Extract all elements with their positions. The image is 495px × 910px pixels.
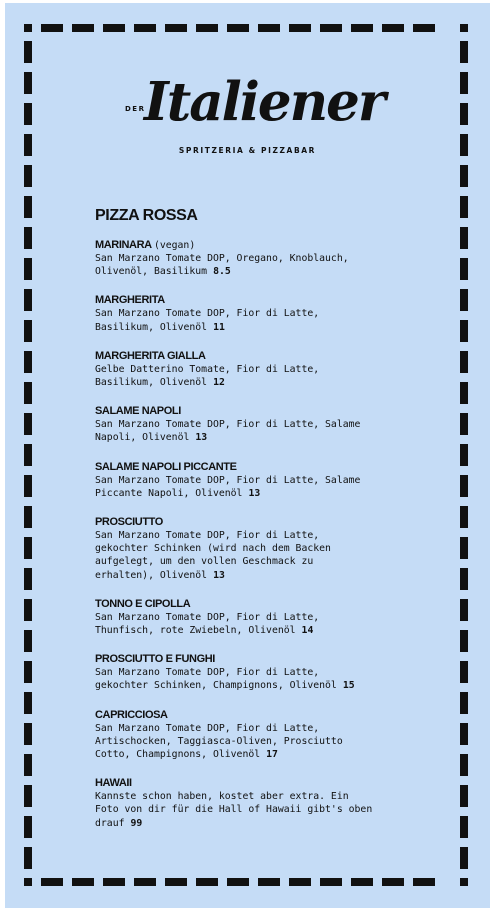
menu-item [95, 516, 415, 582]
border-segment [460, 630, 468, 652]
item-price: 99 [130, 817, 143, 829]
item-name: PROSCIUTTO E FUNGHI [95, 653, 215, 666]
border-segment [413, 878, 435, 886]
border-segment [320, 878, 342, 886]
border-segment [24, 289, 32, 311]
border-segment [289, 24, 311, 32]
border-segment [165, 878, 187, 886]
border-segment [24, 258, 32, 280]
border-segment [258, 24, 280, 32]
border-segment [460, 24, 468, 32]
border-segment [460, 351, 468, 373]
menu-item [95, 239, 415, 278]
border-segment [460, 816, 468, 838]
menu-item [95, 461, 415, 500]
border-segment [460, 785, 468, 807]
border-segment [460, 444, 468, 466]
item-name: MARGHERITA [95, 294, 165, 307]
item-description: San Marzano Tomate DOP, Fior di Latte, Thunfisch, rote Zwiebeln, Olivenöl [95, 611, 320, 637]
border-segment [24, 382, 32, 404]
border-segment [24, 630, 32, 652]
border-segment [134, 24, 156, 32]
item-description: San Marzano Tomate DOP, Fior di Latte, gekochter Schinken (wird nach dem Backen aufgelegt, um den vollen Geschmack zu erhalten), Olivenöl [95, 530, 331, 581]
border-segment [227, 878, 249, 886]
border-segment [460, 227, 468, 249]
border-segment [460, 41, 468, 63]
border-segment [24, 24, 32, 32]
border-segment [320, 24, 342, 32]
logo-name: Italiener [144, 71, 384, 133]
item-name: MARGHERITA GIALLA [95, 349, 206, 362]
border-segment [24, 661, 32, 683]
item-price: 13 [213, 569, 225, 581]
item-description: San Marzano Tomate DOP, Fior di Latte, Salame Napoli, Olivenöl [95, 419, 361, 444]
item-description: San Marzano Tomate DOP, Oregano, Knoblauch, Olivenöl, Basilikum [95, 253, 349, 278]
item-description: San Marzano Tomate DOP, Fior di Latte, gekochter Schinken, Champignons, Olivenöl [95, 667, 337, 692]
menu-item [95, 653, 415, 692]
item-note: (vegan) [153, 240, 196, 251]
border-segment [24, 878, 32, 886]
border-segment [351, 878, 373, 886]
item-price: 13 [195, 432, 208, 444]
border-segment [460, 537, 468, 559]
border-segment [24, 754, 32, 776]
logo [0, 72, 495, 140]
border-segment [24, 41, 32, 63]
item-price: 17 [266, 749, 278, 761]
item-price: 11 [213, 321, 225, 333]
border-segment [460, 475, 468, 497]
border-segment [351, 24, 373, 32]
logo-prefix: DER [125, 105, 146, 113]
border-segment [24, 196, 32, 218]
border-segment [382, 878, 404, 886]
border-segment [24, 227, 32, 249]
item-description: San Marzano Tomate DOP, Fior di Latte, Artischocken, Taggiasca-Oliven, Prosciutto Cotto, Champignons, Olivenöl [95, 722, 343, 761]
border-segment [460, 196, 468, 218]
border-segment [72, 878, 94, 886]
menu-item [95, 777, 415, 830]
item-name: MARINARA [95, 239, 152, 251]
item-description: Kannste schon haben, kostet aber extra. Ein Foto von dir für die Hall of Hawaii gibt's oben drauf [95, 791, 373, 829]
border-segment [460, 878, 468, 886]
border-segment [134, 878, 156, 886]
border-segment [460, 723, 468, 745]
border-segment [460, 506, 468, 528]
border-segment [103, 24, 125, 32]
border-segment [196, 878, 218, 886]
menu-item [95, 709, 415, 762]
border-segment [289, 878, 311, 886]
border-segment [24, 785, 32, 807]
border-segment [460, 692, 468, 714]
border-segment [460, 289, 468, 311]
menu-item [95, 405, 415, 444]
border-segment [24, 475, 32, 497]
section-title: PIZZA ROSSA [95, 207, 198, 224]
border-segment [24, 351, 32, 373]
item-description: San Marzano Tomate DOP, Fior di Latte, Basilikum, Olivenöl [95, 308, 320, 333]
border-segment [103, 878, 125, 886]
border-segment [24, 413, 32, 435]
border-segment [258, 878, 280, 886]
logo-subtitle: SPRITZERIA & PIZZABAR [178, 146, 317, 155]
border-segment [24, 599, 32, 621]
border-segment [382, 24, 404, 32]
item-name: PROSCIUTTO [95, 516, 163, 529]
item-price: 13 [248, 487, 261, 499]
border-segment [460, 847, 468, 869]
item-name: SALAME NAPOLI PICCANTE [95, 460, 237, 473]
border-segment [24, 568, 32, 590]
border-segment [460, 165, 468, 187]
border-segment [24, 692, 32, 714]
item-name: CAPRICCIOSA [95, 708, 168, 721]
border-segment [460, 382, 468, 404]
border-segment [460, 754, 468, 776]
menu-item [95, 350, 415, 389]
item-price: 15 [342, 680, 355, 692]
border-segment [227, 24, 249, 32]
item-description: Gelbe Datterino Tomate, Fior di Latte, Basilikum, Olivenöl [95, 363, 320, 389]
border-segment [460, 258, 468, 280]
border-segment [41, 24, 63, 32]
menu-item [95, 598, 415, 637]
item-name: TONNO E CIPOLLA [95, 597, 191, 610]
border-segment [460, 661, 468, 683]
menu-item [95, 294, 415, 333]
item-price: 14 [301, 625, 314, 637]
item-name: SALAME NAPOLI [95, 405, 181, 418]
border-segment [413, 24, 435, 32]
border-segment [41, 878, 63, 886]
border-segment [72, 24, 94, 32]
item-description: San Marzano Tomate DOP, Fior di Latte, Salame Piccante Napoli, Olivenöl [95, 474, 361, 499]
border-segment [460, 599, 468, 621]
border-segment [196, 24, 218, 32]
border-segment [24, 537, 32, 559]
border-segment [24, 506, 32, 528]
border-segment [24, 444, 32, 466]
item-name: HAWAII [95, 777, 132, 790]
border-segment [460, 320, 468, 342]
border-segment [24, 320, 32, 342]
border-segment [460, 413, 468, 435]
menu-list [95, 239, 415, 846]
item-price: 8.5 [213, 266, 231, 278]
border-segment [24, 816, 32, 838]
border-segment [460, 568, 468, 590]
item-price: 12 [213, 377, 225, 389]
border-segment [24, 723, 32, 745]
border-segment [165, 24, 187, 32]
border-segment [24, 847, 32, 869]
border-segment [24, 165, 32, 187]
